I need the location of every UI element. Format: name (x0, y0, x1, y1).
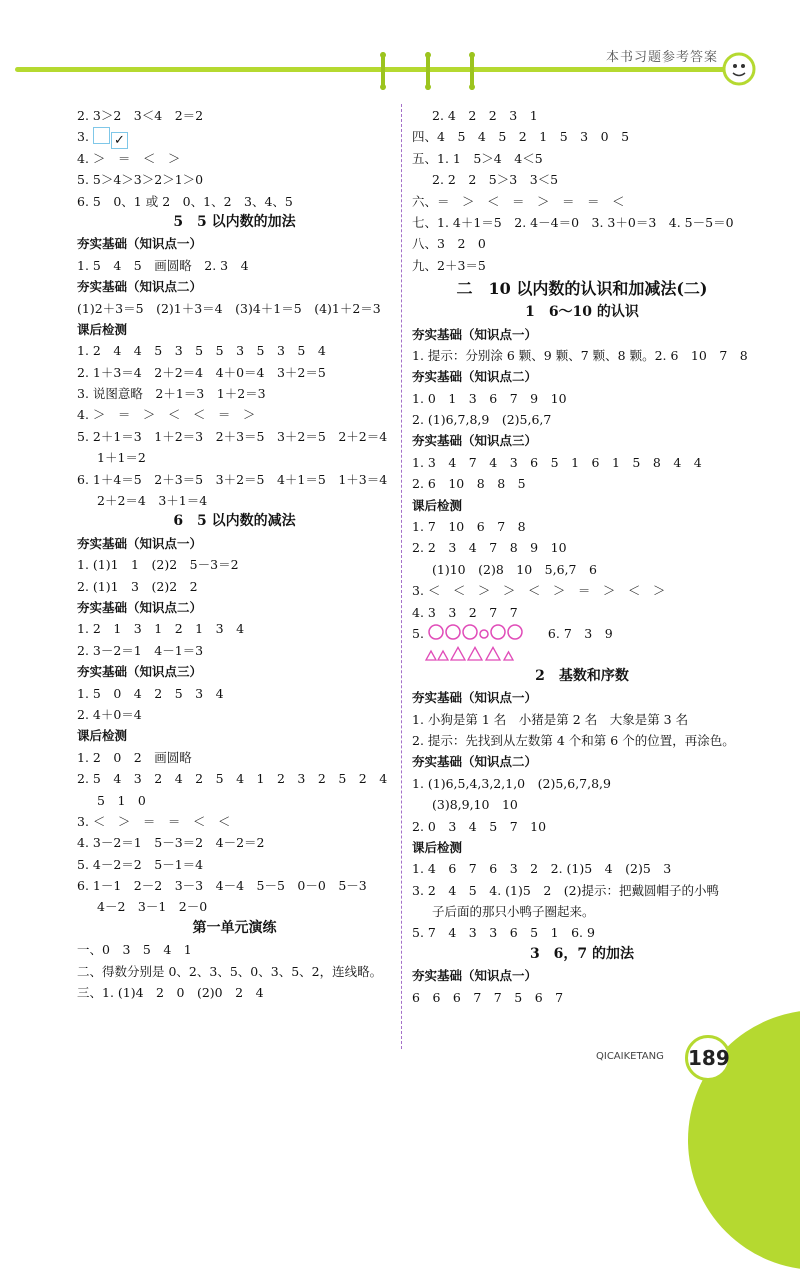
answer-line: 5. 7 4 3 3 6 5 1 6. 9 (412, 925, 595, 941)
column-divider (401, 104, 402, 1049)
binder-clip-icon (423, 52, 433, 90)
left-column (77, 105, 392, 1003)
answer-line: 5. 5＞4＞3＞2＞1＞0 (77, 172, 204, 188)
subsection-heading: 夯实基础（知识点三） (77, 664, 203, 680)
answer-line: 6. 5 0、1 或 2 0、1、2 3、4、5 (77, 193, 293, 209)
answer-line: 1. 4 6 7 6 3 2 2. (1)5 4 (2)5 3 (412, 861, 672, 877)
answer-line: (1)10 (2)8 10 5,6,7 6 (432, 561, 597, 577)
answer-line: 2. (1)6,7,8,9 (2)5,6,7 (412, 412, 552, 428)
answer-line: 1. 2 4 4 5 3 5 5 3 5 3 5 4 (77, 343, 326, 359)
answer-line: 5 1 0 (97, 792, 146, 808)
answer-line: 1. 7 10 6 7 8 (412, 519, 526, 535)
answer-line: 四、4 5 4 5 2 1 5 3 0 5 (412, 129, 630, 145)
answer-line: 4. ＞ ＝ ＜ ＞ (77, 150, 181, 166)
answer-line: 1. (1)6,5,4,3,2,1,0 (2)5,6,7,8,9 (412, 775, 611, 791)
subsection-heading: 夯实基础（知识点一） (77, 236, 203, 252)
page-number: 189 (685, 1035, 731, 1081)
answer-line: 4. 3 3 2 7 7 (412, 604, 518, 620)
answer-prefix: 5. (412, 625, 424, 641)
subsection-heading: 课后检测 (412, 497, 463, 513)
answer-line: 二、得数分别是 0、2、3、5、0、3、5、2，连线略。 (77, 963, 383, 979)
binder-clip-icon (467, 52, 477, 90)
answer-line: 4. 3－2＝1 5－3＝2 4－2＝2 (77, 835, 265, 851)
binder-clip-icon (378, 52, 388, 90)
answer-line: 2＋2＝4 3＋1＝4 (97, 493, 208, 509)
subsection-heading: 夯实基础（知识点一） (412, 326, 538, 342)
answer-line: 三、1. (1)4 2 0 (2)0 2 4 (77, 985, 264, 1001)
answer-line: 2. (1)1 3 (2)2 2 (77, 578, 198, 594)
section-title: 二 10 以内数的认识和加减法(二) (456, 279, 708, 299)
answer-line: 3. ＜ ＞ ＝ ＝ ＜ ＜ (77, 813, 231, 829)
answer-line: 4. ＞ ＝ ＞ ＜ ＜ ＝ ＞ (77, 407, 256, 423)
answer-line: 2. 2 2 5＞3 3＜5 (432, 172, 559, 188)
answer-line: 1. 小狗是第 1 名 小猪是第 2 名 大象是第 3 名 (412, 711, 689, 727)
answer-line-circles (412, 623, 752, 644)
answer-prefix: 3. (77, 129, 89, 145)
answer-line: 2. 3－2＝1 4－1＝3 (77, 642, 204, 658)
empty-box-icon (93, 127, 110, 144)
subsection-heading: 夯实基础（知识点二） (412, 754, 538, 770)
answer-line: 2. 4 2 2 3 1 (432, 108, 538, 123)
section-title: 3 6，7 的加法 (529, 945, 635, 962)
section-title: 第一单元演练 (192, 919, 277, 936)
subsection-heading: 夯实基础（知识点一） (77, 535, 203, 551)
circles-icon (428, 623, 538, 641)
subsection-heading: 课后检测 (77, 728, 128, 744)
section-title: 1 6～10 的认识 (525, 304, 639, 321)
section-title: 5 5 以内数的加法 (173, 213, 296, 230)
answer-line: 4－2 3－1 2－0 (97, 899, 208, 915)
answer-line: 五、1. 1 5＞4 4＜5 (412, 150, 543, 166)
answer-line: 1. 5 0 4 2 5 3 4 (77, 685, 224, 701)
answer-line: 2. 提示：先找到从左数第 4 个和第 6 个的位置，再涂色。 (412, 732, 735, 748)
answer-line: 七、1. 4＋1＝5 2. 4－4＝0 3. 3＋0＝3 4. 5－5＝0 (412, 214, 734, 230)
answer-line: 6. 1－1 2－2 3－3 4－4 5－5 0－0 5－3 (77, 878, 367, 894)
answer-line: 2. 0 3 4 5 7 10 (412, 818, 547, 834)
subsection-heading: 夯实基础（知识点二） (77, 599, 203, 615)
answer-line: 1＋1＝2 (97, 450, 146, 466)
answer-line: (1)2＋3＝5 (2)1＋3＝4 (3)4＋1＝5 (4)1＋2＝3 (77, 300, 381, 316)
subsection-heading: 课后检测 (77, 321, 128, 337)
answer-line: 5. 2＋1＝3 1＋2＝3 2＋3＝5 3＋2＝5 2＋2＝4 (77, 428, 388, 444)
answer-line: 1. 2 0 2 画圆略 (77, 749, 192, 765)
subsection-heading: 夯实基础（知识点一） (412, 690, 538, 706)
section-title: 2 基数和序数 (535, 667, 629, 684)
answer-line: 八、3 2 0 (412, 236, 486, 252)
answer-line: 一、0 3 5 4 1 (77, 942, 192, 958)
right-column (412, 105, 752, 1008)
header-title: 本书习题参考答案 (606, 50, 719, 65)
answer-line: 1. 5 4 5 画圆略 2. 3 4 (77, 257, 249, 273)
answer-line-boxes (77, 126, 392, 147)
answer-line: 3. ＜ ＜ ＞ ＞ ＜ ＞ ＝ ＞ ＜ ＞ (412, 583, 666, 599)
section-title: 6 5 以内数的减法 (173, 513, 296, 530)
answer-line-triangles (412, 644, 752, 665)
answer-line: 6 6 6 7 7 5 6 7 (412, 989, 564, 1005)
subsection-heading: 夯实基础（知识点一） (412, 968, 538, 984)
answer-line: 1. (1)1 1 (2)2 5－3＝2 (77, 557, 239, 573)
answer-line: 2. 1＋3＝4 2＋2＝4 4＋0＝4 3＋2＝5 (77, 364, 326, 380)
answer-line: 6. 1＋4＝5 2＋3＝5 3＋2＝5 4＋1＝5 1＋3＝4 (77, 471, 388, 487)
answer-line: 2. 3＞2 3＜4 2＝2 (77, 108, 204, 123)
answer-line: 3. 2 4 5 4. (1)5 2 (2)提示：把戴圆帽子的小鸭 (412, 882, 719, 898)
answer-suffix: 6. 7 3 9 (547, 625, 613, 641)
answer-line: 六、＝ ＞ ＜ ＝ ＞ ＝ ＝ ＜ (412, 193, 625, 209)
answer-line: 1. 提示：分别涂 6 颗、9 颗、7 颗、8 颗。2. 6 10 7 8 (412, 347, 748, 363)
answer-line: 九、2＋3＝5 (412, 257, 486, 273)
subsection-heading: 夯实基础（知识点三） (412, 433, 538, 449)
subsection-heading: 课后检测 (412, 839, 463, 855)
answer-line: 子后面的那只小鸭子圈起来。 (432, 904, 595, 920)
checked-box-icon: ✓ (111, 132, 128, 149)
answer-line: 1. 3 4 7 4 3 6 5 1 6 1 5 8 4 4 (412, 454, 702, 470)
subsection-heading: 夯实基础（知识点二） (77, 279, 203, 295)
footer-brand: QICAIKETANG (596, 1051, 664, 1062)
answer-line: 1. 0 1 3 6 7 9 10 (412, 390, 567, 406)
answer-line: (3)8,9,10 10 (432, 797, 518, 813)
answer-line: 2. 5 4 3 2 4 2 5 4 1 2 3 2 5 2 4 (77, 771, 388, 787)
answer-line: 2. 6 10 8 8 5 (412, 476, 526, 492)
triangles-icon (424, 644, 544, 662)
answer-line: 1. 2 1 3 1 2 1 3 4 (77, 621, 245, 637)
subsection-heading: 夯实基础（知识点二） (412, 369, 538, 385)
answer-line: 5. 4－2＝2 5－1＝4 (77, 856, 204, 872)
mascot-icon (722, 52, 756, 86)
answer-line: 2. 4＋0＝4 (77, 706, 142, 722)
answer-line: 2. 2 3 4 7 8 9 10 (412, 540, 567, 556)
answer-line: 3. 说图意略 2＋1＝3 1＋2＝3 (77, 386, 266, 402)
header-bar (15, 67, 727, 72)
